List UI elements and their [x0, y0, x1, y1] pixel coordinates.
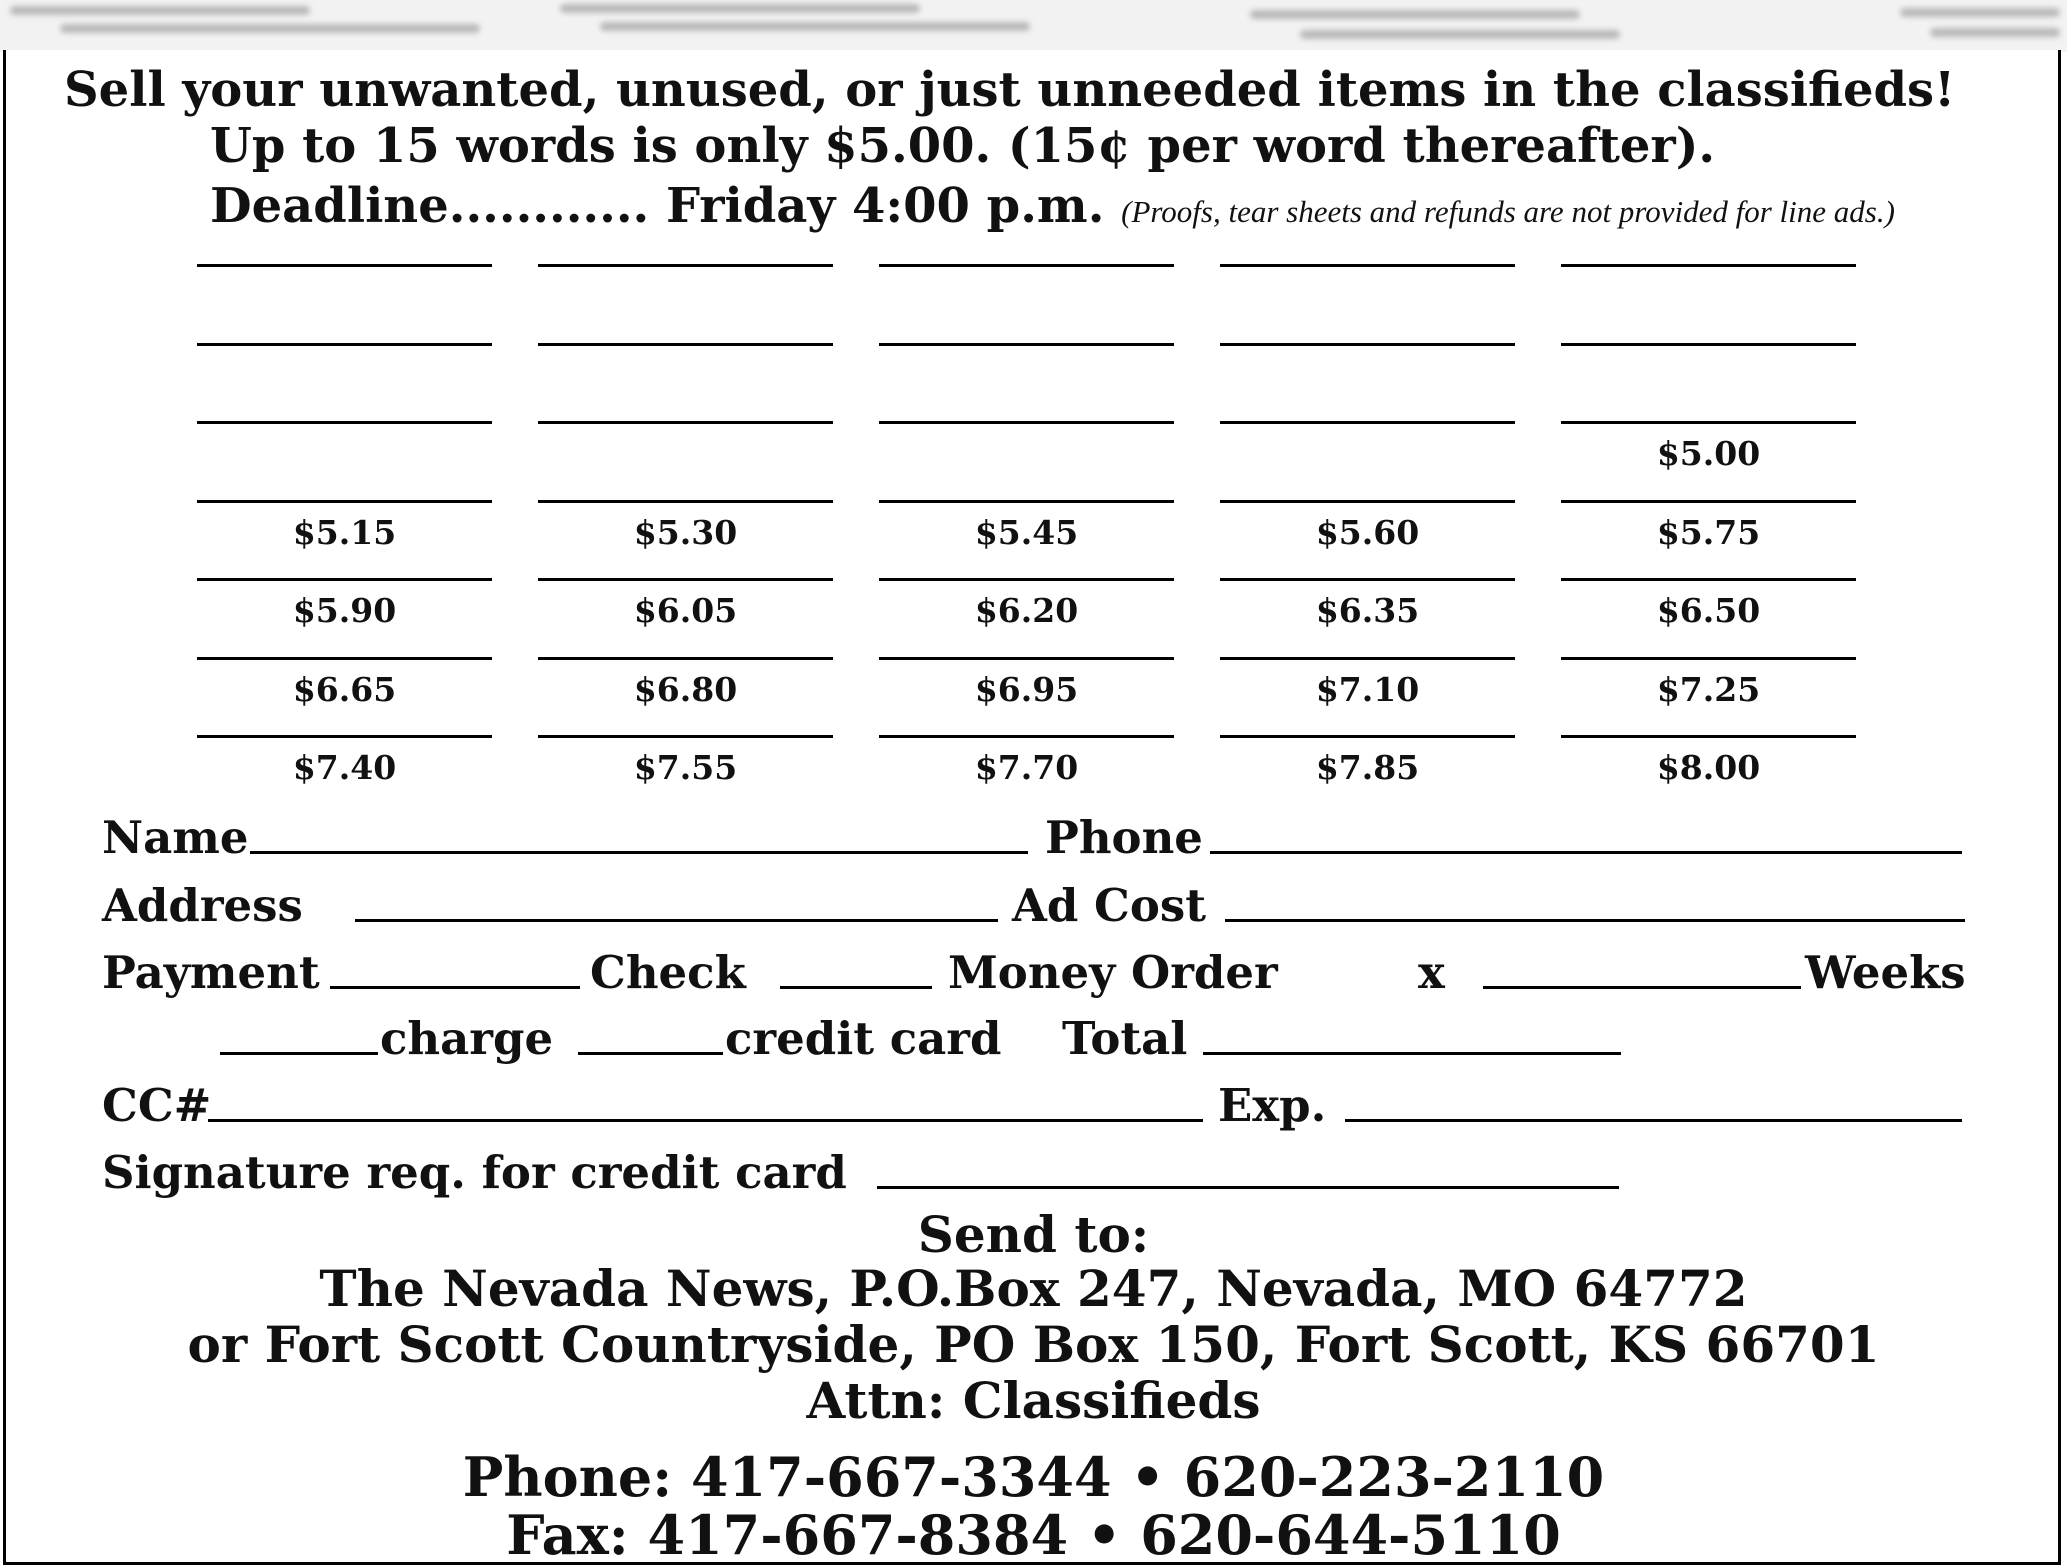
headline-sell: Sell your unwanted, unused, or just unneeded items in the classifieds!: [64, 62, 1956, 118]
word-price-label: $5.45: [974, 512, 1079, 552]
address-field[interactable]: [355, 919, 998, 922]
word-price-label: $6.35: [1315, 591, 1420, 630]
address-label: Address: [102, 879, 303, 932]
word-line[interactable]: [879, 343, 1174, 346]
word-line[interactable]: [1561, 343, 1856, 346]
word-price-label: $7.10: [1315, 669, 1420, 709]
word-line[interactable]: [538, 657, 833, 660]
phone-field[interactable]: [1210, 851, 1962, 854]
word-line[interactable]: [879, 735, 1174, 738]
signature-label: Signature req. for credit card: [102, 1146, 847, 1199]
word-price-label: $6.05: [633, 591, 738, 630]
word-line[interactable]: [1561, 578, 1856, 581]
word-price-label: $8.00: [1656, 748, 1761, 787]
word-price-label: $6.50: [1656, 591, 1761, 630]
fax-numbers: Fax: 417-667-8384 • 620-644-5110: [506, 1503, 1561, 1567]
word-line[interactable]: [1561, 421, 1856, 424]
word-price-label: $5.60: [1315, 512, 1420, 552]
deadline-text: Deadline............ Friday 4:00 p.m.: [210, 178, 1105, 234]
word-line[interactable]: [197, 343, 492, 346]
word-price-label: $5.15: [292, 512, 397, 552]
word-line[interactable]: [1220, 735, 1515, 738]
name-field[interactable]: [250, 851, 1028, 854]
word-line[interactable]: [1561, 500, 1856, 503]
word-line[interactable]: [1220, 343, 1515, 346]
word-line[interactable]: [538, 421, 833, 424]
cc-number-field[interactable]: [208, 1119, 1203, 1122]
word-line[interactable]: [197, 421, 492, 424]
send-to-heading: Send to:: [917, 1205, 1150, 1264]
word-line[interactable]: [538, 578, 833, 581]
word-line[interactable]: [538, 264, 833, 267]
total-label: Total: [1062, 1012, 1188, 1065]
headline-deadline: [210, 178, 1895, 234]
word-price-label: $5.75: [1656, 512, 1761, 552]
name-label: Name: [102, 811, 249, 864]
word-price-label: $6.95: [974, 669, 1079, 709]
word-price-label: $6.20: [974, 591, 1079, 630]
word-price-label: $5.90: [292, 591, 397, 630]
ad-cost-field[interactable]: [1225, 919, 1965, 922]
check-label: Check: [590, 946, 746, 999]
word-line[interactable]: [197, 735, 492, 738]
cc-number-label: CC#: [102, 1079, 212, 1132]
mailing-address-fort-scott: or Fort Scott Countryside, PO Box 150, Fort Scott, KS 66701: [187, 1315, 1880, 1374]
ad-cost-label: Ad Cost: [1012, 879, 1206, 932]
word-price-label: $7.55: [633, 748, 738, 787]
word-line[interactable]: [1561, 735, 1856, 738]
times-label: x: [1418, 946, 1445, 999]
exp-label: Exp.: [1218, 1079, 1327, 1132]
word-line[interactable]: [538, 735, 833, 738]
credit-card-field[interactable]: [578, 1052, 723, 1055]
word-line[interactable]: [879, 500, 1174, 503]
check-field[interactable]: [780, 986, 932, 989]
headline-pricing: Up to 15 words is only $5.00. (15¢ per word thereafter).: [210, 118, 1716, 174]
word-line[interactable]: [1220, 421, 1515, 424]
word-line[interactable]: [538, 343, 833, 346]
word-line[interactable]: [879, 264, 1174, 267]
payment-label: Payment: [102, 946, 320, 999]
word-line[interactable]: [1220, 264, 1515, 267]
attn-line: Attn: Classifieds: [806, 1371, 1261, 1430]
word-price-label: $7.25: [1656, 669, 1761, 709]
word-line[interactable]: [879, 657, 1174, 660]
signature-field[interactable]: [877, 1186, 1619, 1189]
money-order-label: Money Order: [948, 946, 1278, 999]
weeks-field[interactable]: [1483, 986, 1801, 989]
newsprint-background-strip: [0, 0, 2067, 52]
exp-field[interactable]: [1345, 1119, 1962, 1122]
disclaimer-text: (Proofs, tear sheets and refunds are not provided for line ads.): [1121, 194, 1895, 229]
word-line[interactable]: [197, 578, 492, 581]
word-line[interactable]: [197, 500, 492, 503]
credit-card-label: credit card: [725, 1012, 1002, 1065]
phone-label: Phone: [1045, 811, 1203, 864]
word-price-label: $6.80: [633, 669, 738, 709]
word-line[interactable]: [1220, 578, 1515, 581]
word-line[interactable]: [879, 578, 1174, 581]
total-field[interactable]: [1203, 1052, 1621, 1055]
payment-field[interactable]: [330, 986, 580, 989]
word-line[interactable]: [1561, 264, 1856, 267]
word-line[interactable]: [197, 264, 492, 267]
phone-numbers: Phone: 417-667-3344 • 620-223-2110: [462, 1445, 1605, 1509]
word-price-label: $5.00: [1656, 434, 1761, 473]
word-line[interactable]: [538, 500, 833, 503]
charge-field[interactable]: [220, 1052, 378, 1055]
word-line[interactable]: [1220, 657, 1515, 660]
weeks-label: Weeks: [1805, 946, 1966, 999]
mailing-address-nevada: The Nevada News, P.O.Box 247, Nevada, MO 64772: [319, 1259, 1748, 1318]
charge-label: charge: [380, 1012, 554, 1065]
word-line[interactable]: [197, 657, 492, 660]
word-line[interactable]: [879, 421, 1174, 424]
word-price-label: $5.30: [633, 512, 738, 552]
word-price-label: $7.70: [974, 748, 1079, 787]
word-line[interactable]: [1561, 657, 1856, 660]
word-line[interactable]: [1220, 500, 1515, 503]
word-price-label: $6.65: [292, 669, 397, 709]
word-price-label: $7.85: [1315, 748, 1420, 787]
word-price-label: $7.40: [292, 748, 397, 787]
